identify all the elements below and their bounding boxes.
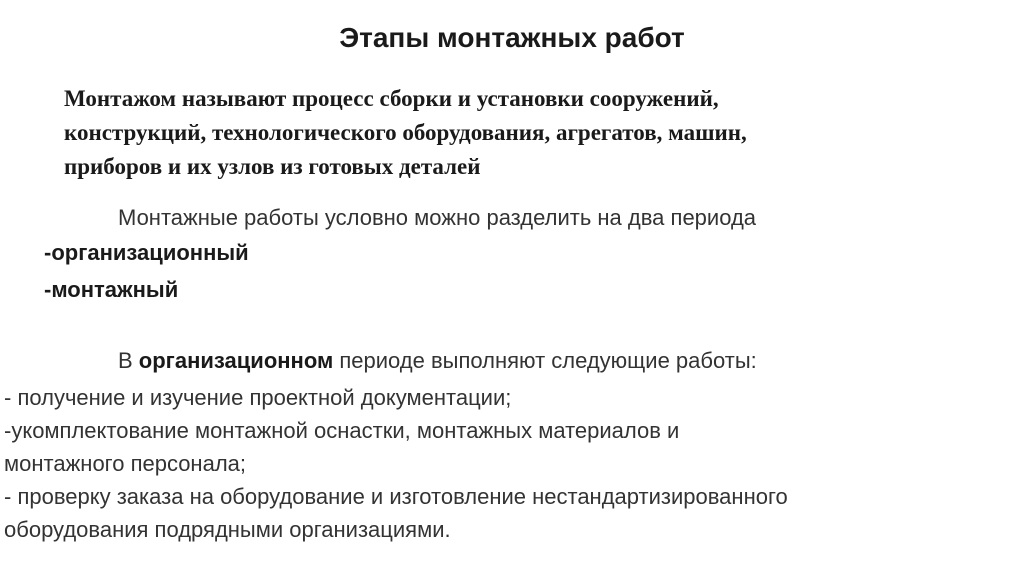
work-list xyxy=(4,381,1014,546)
work-line: монтажного персонала; xyxy=(4,451,246,476)
periods-intro: Монтажные работы условно можно разделить на два периода xyxy=(118,205,757,230)
definition-line: конструкций, технологического оборудования, агрегатов, машин, xyxy=(64,120,747,145)
work-line: - получение и изучение проектной документации; xyxy=(4,385,512,410)
org-intro-emphasis: организационном xyxy=(138,348,334,373)
definition-line: приборов и их узлов из готовых деталей xyxy=(64,154,481,179)
work-line: оборудования подрядными организациями. xyxy=(4,517,451,542)
slide-title: Этапы монтажных работ xyxy=(339,22,685,53)
work-line: - проверку заказа на оборудование и изготовление нестандартизированного xyxy=(4,484,788,509)
definition-line: Монтажом называют процесс сборки и установки сооружений, xyxy=(64,86,719,111)
org-intro-prefix: В xyxy=(118,348,139,373)
period-item-installation: -монтажный xyxy=(44,277,179,302)
org-intro-suffix: периоде выполняют следующие работы: xyxy=(333,348,757,373)
period-item-organizational: -организационный xyxy=(44,240,249,265)
work-line: -укомплектование монтажной оснастки, монтажных материалов и xyxy=(4,418,680,443)
definition-paragraph xyxy=(64,82,994,184)
organizational-intro xyxy=(118,345,757,377)
